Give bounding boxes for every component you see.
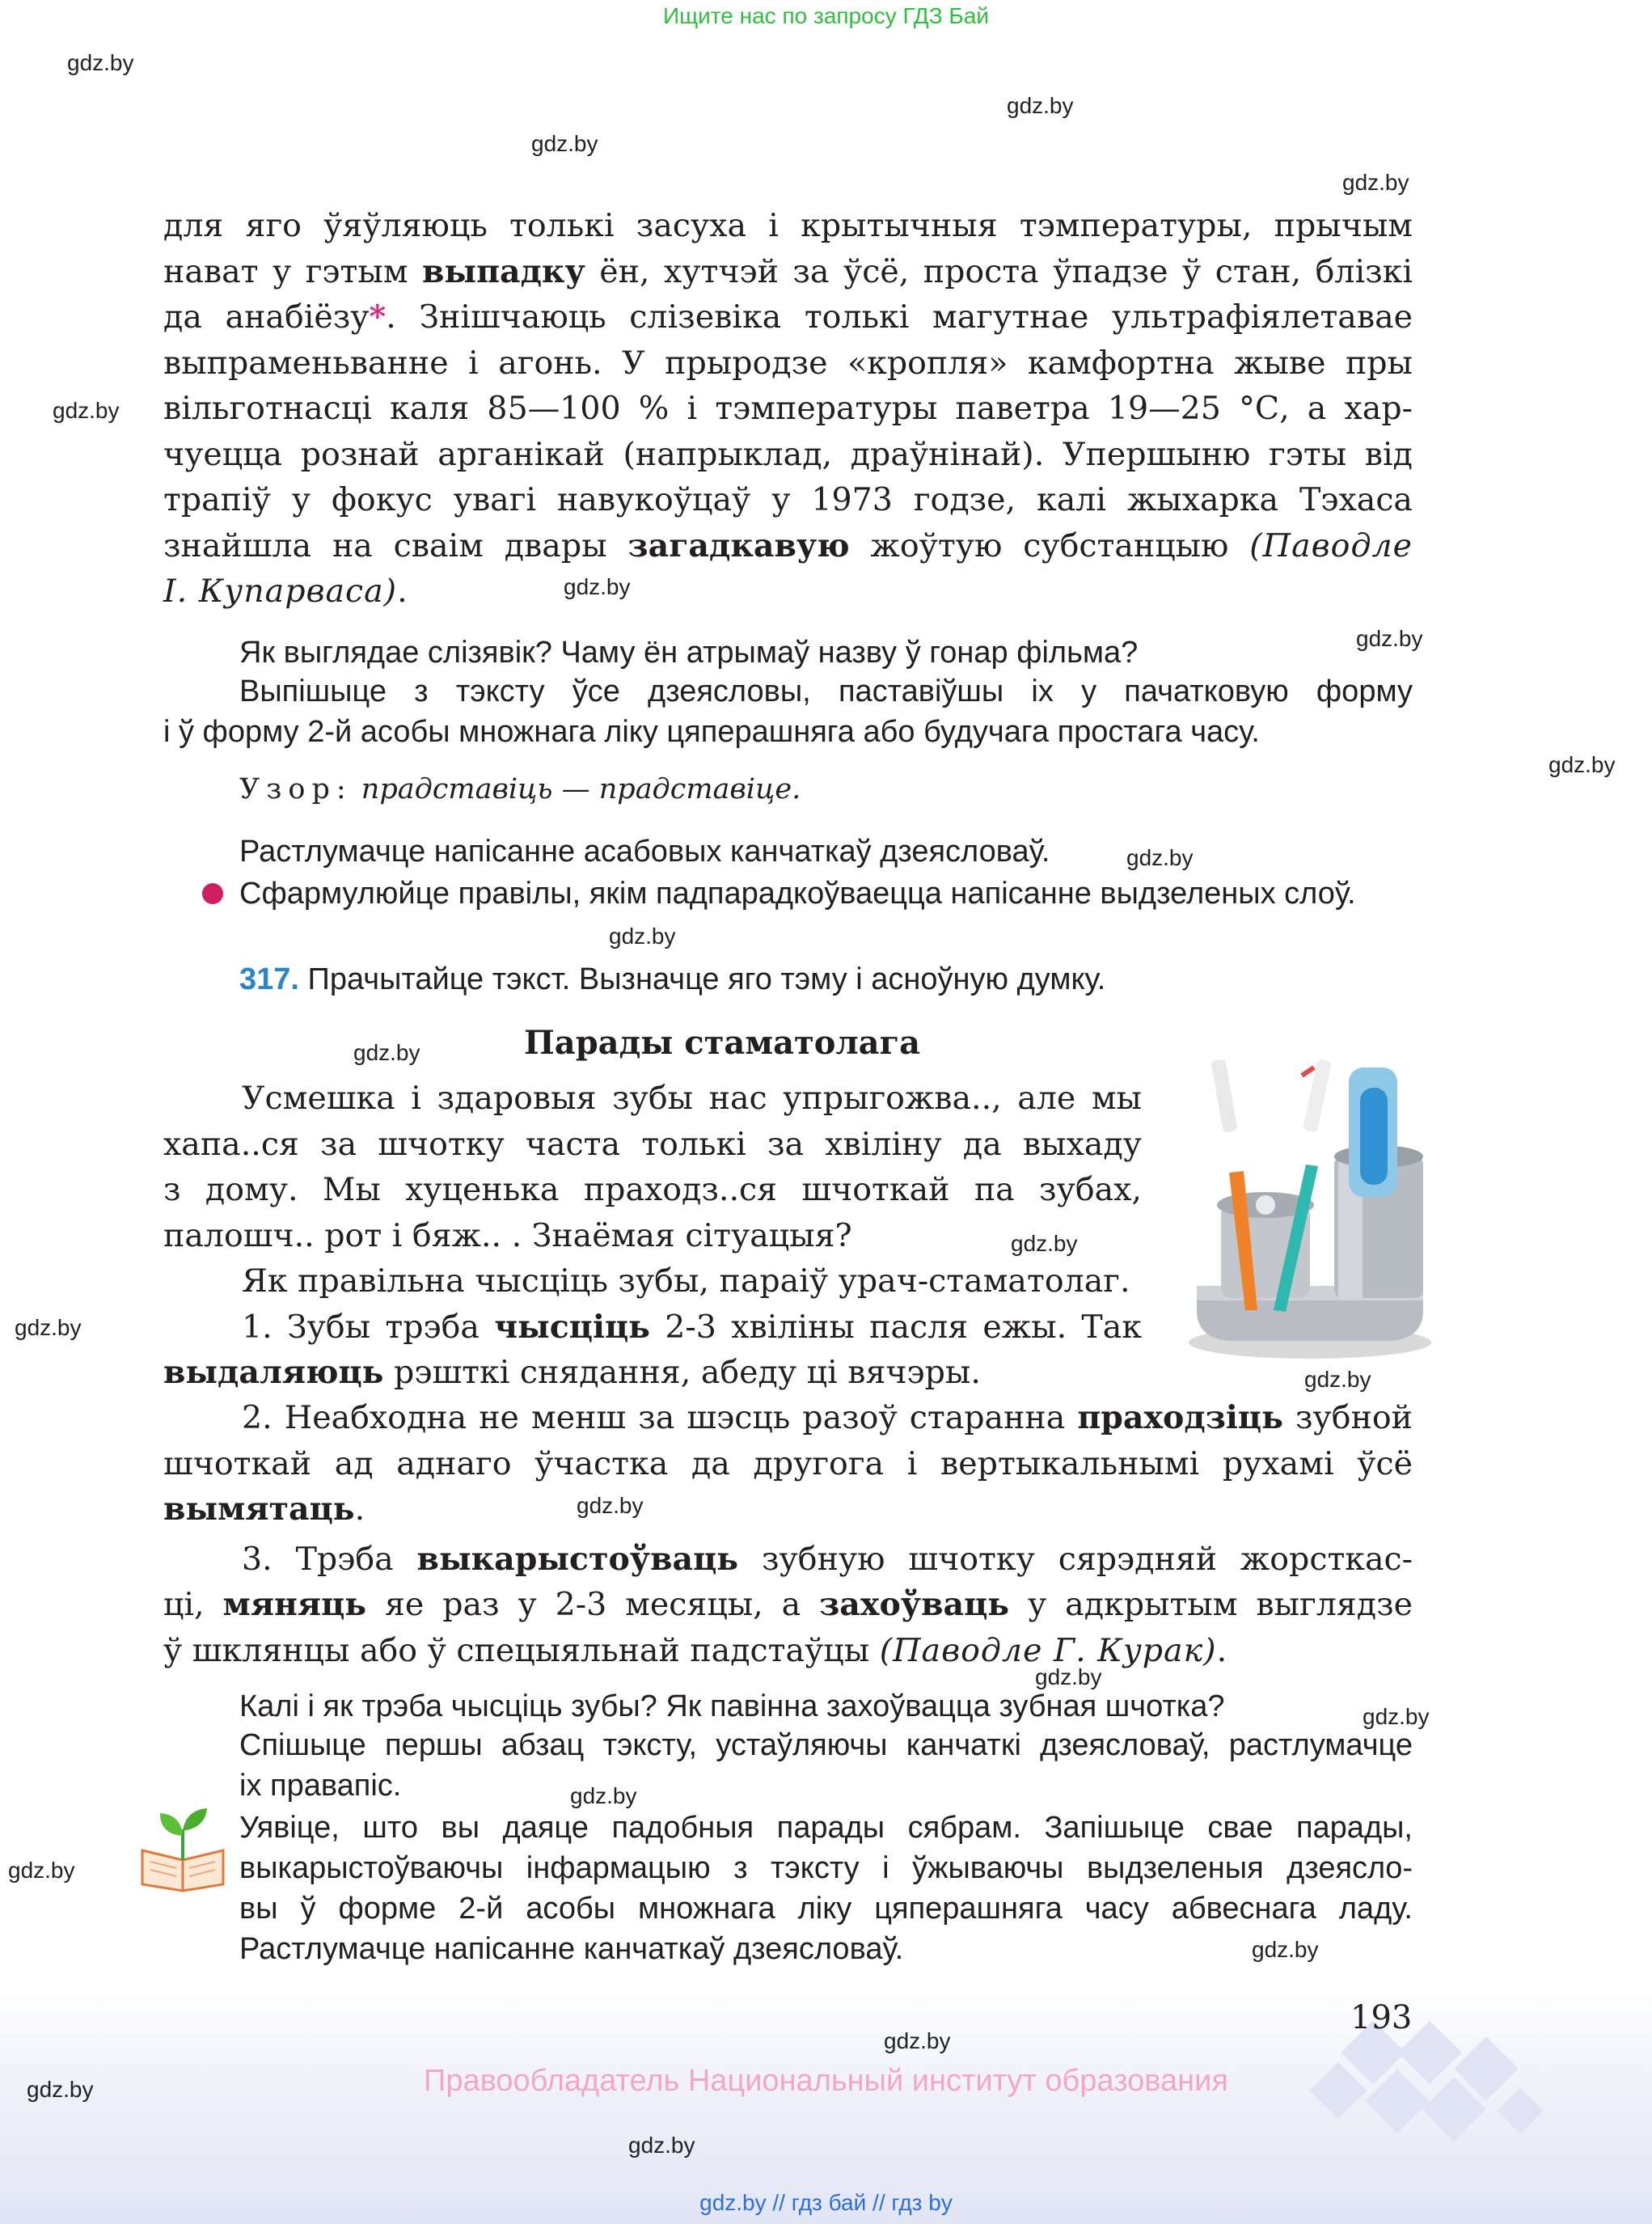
watermark: gdz.by — [353, 1040, 420, 1065]
text-line: Усмешка і здаровыя зубы нас упрыгожва.., але мы — [242, 1080, 1142, 1117]
text-line: знайшла на сваім двары загадкавую жоўтую субстанцыю (Паводле — [163, 526, 1413, 564]
copyright-notice: Правообладатель Национальный институт образования — [424, 2064, 1228, 2098]
bullet-icon — [202, 883, 223, 904]
watermark: gdz.by — [1356, 626, 1423, 651]
watermark: gdz.by — [1011, 1231, 1078, 1256]
task-text: Уявіце, што вы даяце падобныя парады сябрам. Запішыце свае парады, выкарыстоўваючы інфармацыю з тэксту і ўжываючы выдзеленыя дзеяслo- вы ў форме 2-й асобы множнага ліку цяперашняга часу абвеснага ладу. Растлумачце напісанне канчаткаў дзеясловаў. — [239, 1811, 1413, 1966]
toothbrush-holder-image — [1172, 1043, 1439, 1367]
task-text: Растлумачце напісанне асабовых канчаткаў дзеясловаў. — [239, 835, 1050, 869]
watermark: gdz.by — [1035, 1664, 1102, 1689]
watermark: gdz.by — [564, 574, 631, 599]
exercise-instruction: 317. Прачытайце тэкст. Вызначце яго тэму і асноўную думку. — [239, 962, 1106, 996]
text-line: з дому. Мы хуценька праходз..ся шчоткай па зубах, — [163, 1171, 1142, 1208]
text-line: выпраменьванне і агонь. У прыродзе «кропля» камфортна жыве пры — [163, 344, 1413, 382]
slime-paragraph — [163, 203, 1413, 615]
text-line: 1. Зубы трэба чысціць 2-3 хвіліны пасля ежы. Так — [242, 1308, 1143, 1346]
text-line: ці, мяняць яе раз у 2-3 месяцы, а захоўваць у адкрытым выглядзе — [163, 1586, 1413, 1623]
text-line: трапіў у фокус увагі навукоўцаў у 1973 годзе, калі жыхарка Тэхаса — [163, 481, 1413, 518]
text-line: нават у гэтым выпадку ён, хутчэй за ўсё, проста ўпадзе ў стан, блізкі — [163, 252, 1413, 290]
exercise-number: 317. — [239, 962, 299, 996]
text-line: выдаляюць рэшткі снядання, абеду ці вячэры. — [163, 1354, 981, 1391]
task-text: Спішыце першы абзац тэксту, устаўляючы канчаткі дзеясловаў, растлумачце іх правапіс. — [239, 1728, 1413, 1803]
watermark: gdz.by — [53, 398, 120, 423]
watermark: gdz.by — [8, 1858, 75, 1883]
watermark: gdz.by — [531, 131, 598, 156]
text-line: вільготнасці каля 85—100 % і тэмпературы паветра 19—25 °С, а хар- — [163, 390, 1413, 427]
watermark: gdz.by — [1252, 1937, 1319, 1962]
bottom-links[interactable]: gdz.by // гдз бай // гдз by — [699, 2190, 953, 2215]
watermark: gdz.by — [1363, 1704, 1430, 1729]
uzor-example: Узор: прадставіць — прадставіце. — [239, 773, 801, 805]
text-title: Парады стаматолага — [524, 1024, 920, 1062]
watermark: gdz.by — [1548, 752, 1616, 777]
search-banner[interactable]: Ищите нас по запросу ГДЗ Бай — [662, 3, 990, 28]
question-text: Як выглядае слізявік? Чаму ён атрымаў назву ў гонар фільма? — [239, 636, 1139, 670]
watermark: gdz.by — [67, 50, 134, 75]
text-line: Як правільна чысціць зубы, параіў урач-стаматолаг. — [242, 1262, 1130, 1300]
text-line: ў шклянцы або ў спецыяльнай падстаўцы (Паводле Г. Курак). — [163, 1631, 1227, 1669]
text-line: да анабіёзу*. Знішчаюць слізевіка толькі магутнае ультрафіялетавае — [163, 298, 1413, 336]
watermark: gdz.by — [1342, 170, 1409, 195]
text-line: чуецца рознай арганікай (напрыклад, драўнінай). Упершыню гэты від — [163, 435, 1413, 473]
watermark: gdz.by — [1126, 845, 1194, 870]
text-line: для яго ўяўляюць толькі засуха і крытычныя тэмпературы, прычым — [163, 207, 1413, 244]
text-line: шчоткай ад аднаго ўчастка да другога і вертыкальнымі рухамі ўсё — [163, 1444, 1413, 1482]
watermark: gdz.by — [609, 924, 676, 949]
book-sprout-icon — [136, 1803, 230, 1892]
watermark: gdz.by — [577, 1493, 644, 1518]
text-line: палошч.. рот і бяж.. . Знаёмая сітуацыя? — [163, 1216, 852, 1254]
text-line: хапа..ся за шчотку часта толькі за хвіліну да выхаду — [163, 1125, 1142, 1163]
text-line: вымятаць. — [163, 1490, 365, 1528]
watermark: gdz.by — [15, 1315, 82, 1340]
watermark: gdz.by — [884, 2028, 951, 2053]
text-line: 3. Трэба выкарыстоўваць зубную шчотку сярэдняй жорсткас- — [242, 1540, 1413, 1578]
task-text: Сфармулюйце правілы, якім падпарадкоўваецца напісанне выдзеленых слоў. — [239, 877, 1356, 911]
question-text: Калі і як трэба чысціць зубы? Як павінна захоўвацца зубная шчотка? — [239, 1689, 1225, 1723]
watermark: gdz.by — [27, 2077, 94, 2102]
dentist-paragraph-2 — [163, 1395, 1413, 1673]
watermark: gdz.by — [628, 2133, 695, 2158]
task-text: Выпішыце з тэксту ўсе дзеясловы, паставіўшы іх у пачатковую форму і ў форму 2-й асобы множнага ліку цяперашняга або будучага простага часу. — [163, 674, 1413, 749]
watermark: gdz.by — [570, 1783, 637, 1808]
watermark: gdz.by — [1304, 1367, 1371, 1392]
footnote-asterisk: * — [369, 298, 387, 336]
text-line: 2. Неабходна не менш за шэсць разоў старанна праходзіць зубной — [242, 1399, 1413, 1436]
dentist-paragraph-1 — [163, 1076, 1142, 1396]
watermark: gdz.by — [1007, 93, 1074, 118]
page-number: 193 — [1350, 1999, 1413, 2036]
text-line: І. Купарваса). — [163, 573, 408, 610]
